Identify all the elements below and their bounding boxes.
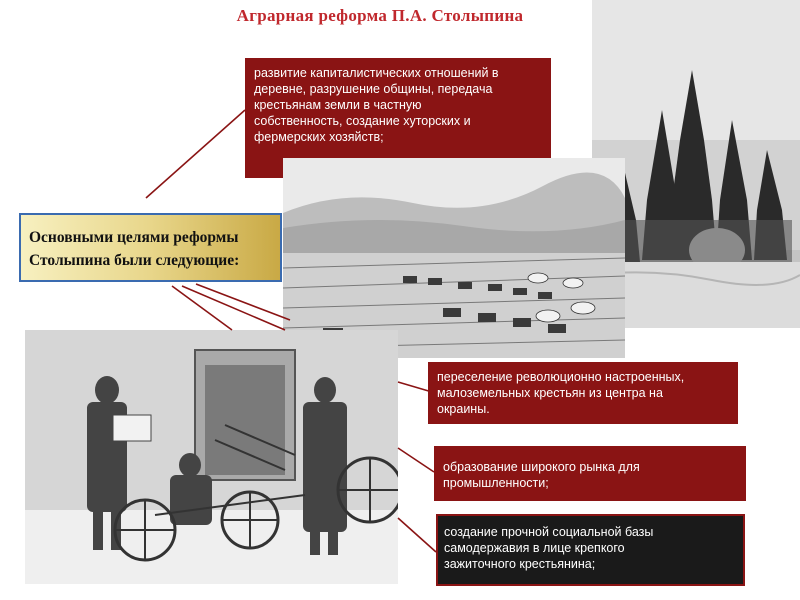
goal-line: окраины. bbox=[437, 402, 490, 416]
connector-line-1 bbox=[146, 110, 245, 198]
connector-line-2b bbox=[182, 286, 285, 330]
main-box-line: Основными целями реформы bbox=[29, 229, 239, 246]
goal-line: создание прочной социальной базы bbox=[444, 525, 654, 539]
goal-box-social-base bbox=[436, 514, 745, 586]
goal-line: зажиточного крестьянина; bbox=[444, 557, 596, 571]
goal-line: промышленности; bbox=[443, 476, 549, 490]
goal-line: фермерских хозяйств; bbox=[254, 130, 384, 144]
goal-line: самодержавия в лице крепкого bbox=[444, 541, 625, 555]
connector-line-5 bbox=[398, 518, 436, 552]
goal-box-market bbox=[434, 446, 746, 501]
goal-line: собственность, создание хуторских и bbox=[254, 114, 471, 128]
connector-line-2a bbox=[172, 286, 232, 330]
goal-line: крестьянам земли в частную bbox=[254, 98, 422, 112]
connector-line-3 bbox=[398, 382, 432, 392]
goal-line: развитие капиталистических отношений в bbox=[254, 66, 499, 80]
goal-line: переселение революционно настроенных, bbox=[437, 370, 685, 384]
goal-line: малоземельных крестьян из центра на bbox=[437, 386, 663, 400]
goal-line: деревне, разрушение общины, передача bbox=[254, 82, 493, 96]
goal-line: образование широкого рынка для bbox=[443, 460, 640, 474]
main-box-line: Столыпина были следующие: bbox=[29, 252, 240, 269]
connector-line-4 bbox=[398, 448, 434, 472]
goal-box-resettlement bbox=[428, 362, 738, 424]
slide-title: Аграрная реформа П.А. Столыпина bbox=[236, 6, 524, 25]
